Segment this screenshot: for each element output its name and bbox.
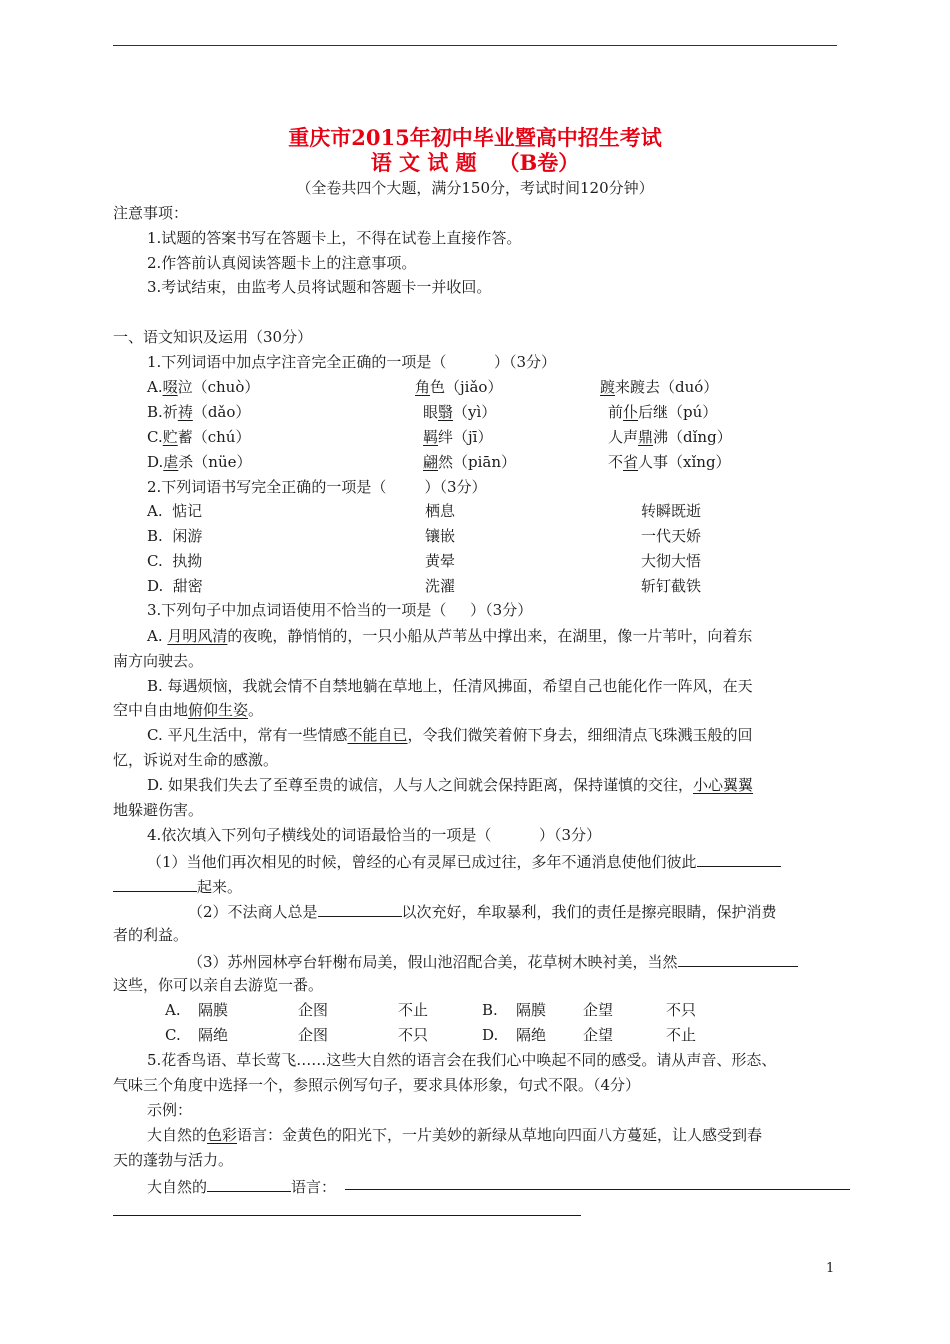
q4-option-label: A. bbox=[165, 1001, 181, 1019]
q4-option-label: C. bbox=[165, 1026, 181, 1044]
q2-option-d-3: 斩钉截铁 bbox=[641, 577, 702, 595]
q1-option-b-2: 眼翳（yì） bbox=[423, 403, 497, 421]
q2-option-b-3: 一代天娇 bbox=[641, 527, 702, 545]
q4-option-word: 隔绝 bbox=[516, 1026, 547, 1044]
question-4-stem: 4.依次填入下列句子横线处的词语最恰当的一项是（ ）（3分） bbox=[147, 826, 602, 844]
q2-option-d-1: D. 甜密 bbox=[147, 577, 203, 595]
q2-option-c-2: 黄晕 bbox=[425, 552, 456, 570]
q1-option-c-2: 羁绊（jī） bbox=[423, 428, 493, 446]
q4-option-word: 不只 bbox=[666, 1001, 697, 1019]
answer-line-prompt: 大自然的 语言： bbox=[147, 1175, 336, 1197]
q4-option-word: 不只 bbox=[398, 1026, 429, 1044]
q2-option-b-1: B. 闲游 bbox=[147, 527, 203, 545]
q1-option-a-2: 角色（jiǎo） bbox=[415, 378, 503, 396]
answer-line[interactable] bbox=[345, 1189, 850, 1190]
q3-option-b-cont: 空中自由地俯仰生姿。 bbox=[113, 701, 264, 719]
q2-option-c-3: 大彻大悟 bbox=[641, 552, 702, 570]
q4-option-word: 企望 bbox=[583, 1001, 614, 1019]
example-sentence-cont: 天的蓬勃与活力。 bbox=[113, 1151, 234, 1169]
q4-option-label: D. bbox=[482, 1026, 499, 1044]
section-heading: 一、语文知识及运用（30分） bbox=[113, 328, 313, 346]
page-number: 1 bbox=[826, 1261, 835, 1276]
q4-option-word: 企望 bbox=[583, 1026, 614, 1044]
q4-option-word: 企图 bbox=[298, 1001, 329, 1019]
q3-option-a-cont: 南方向驶去。 bbox=[113, 652, 204, 670]
question-3-stem: 3.下列句子中加点词语使用不恰当的一项是（ ）（3分） bbox=[147, 601, 533, 619]
notes-item: 1.试题的答案书写在答题卡上，不得在试卷上直接作答。 bbox=[147, 229, 522, 247]
q2-option-b-2: 镶嵌 bbox=[425, 527, 456, 545]
q1-option-b-1: B.祈祷（dǎo） bbox=[147, 403, 251, 421]
question-5-stem: 5.花香鸟语、草长莺飞……这些大自然的语言会在我们心中唤起不同的感受。请从声音、形态、 bbox=[147, 1051, 777, 1069]
q2-option-a-1: A. 惦记 bbox=[147, 502, 203, 520]
question-2-stem: 2.下列词语书写完全正确的一项是（ ）（3分） bbox=[147, 478, 487, 496]
q1-option-d-3: 不省人事（xǐng） bbox=[608, 453, 731, 471]
exam-info: （全卷共四个大题，满分150分，考试时间120分钟） bbox=[296, 179, 654, 197]
q3-option-d-cont: 地躲避伤害。 bbox=[113, 801, 204, 819]
q1-option-c-3: 人声鼎沸（dǐng） bbox=[608, 428, 732, 446]
answer-blank[interactable] bbox=[318, 900, 402, 917]
page-subtitle: 语 文 试 题 （B卷） bbox=[370, 150, 580, 175]
q4-option-word: 不止 bbox=[666, 1026, 697, 1044]
q4-sentence-2-cont: 者的利益。 bbox=[113, 926, 189, 944]
question-5-stem-cont: 气味三个角度中选择一个，参照示例写句子，要求具体形象，句式不限。（4分） bbox=[113, 1076, 641, 1094]
q4-sentence-1: （1）当他们再次相见的时候，曾经的心有灵犀已成过往，多年不通消息使他们彼此 bbox=[147, 850, 781, 872]
answer-blank[interactable] bbox=[207, 1175, 291, 1192]
example-sentence: 大自然的色彩语言：金黄色的阳光下，一片美妙的新绿从草地向四面八方蔓延，让人感受到春 bbox=[147, 1126, 763, 1144]
q4-option-word: 隔膜 bbox=[516, 1001, 547, 1019]
q1-option-a-1: A.啜泣（chuò） bbox=[147, 378, 260, 396]
q4-option-word: 隔膜 bbox=[198, 1001, 229, 1019]
notes-heading: 注意事项： bbox=[113, 204, 189, 222]
q3-option-d: D. 如果我们失去了至尊至贵的诚信，人与人之间就会保持距离，保持谨慎的交往，小心翼翼 bbox=[147, 776, 754, 794]
q4-sentence-2: （2）不法商人总是 以次充好，牟取暴利，我们的责任是擦亮眼睛，保护消费 bbox=[188, 900, 777, 922]
q4-sentence-3: （3）苏州园林亭台轩榭布局美，假山池沼配合美，花草树木映衬美，当然 bbox=[188, 950, 798, 972]
header-rule bbox=[113, 45, 837, 46]
q4-option-label: B. bbox=[482, 1001, 498, 1019]
q2-option-a-3: 转瞬既逝 bbox=[641, 502, 702, 520]
notes-item: 3.考试结束，由监考人员将试题和答题卡一并收回。 bbox=[147, 278, 492, 296]
q1-option-a-3: 踱来踱去（duó） bbox=[600, 378, 719, 396]
answer-line[interactable] bbox=[113, 1215, 581, 1216]
q4-sentence-3-cont: 这些，你可以亲自去游览一番。 bbox=[113, 976, 324, 994]
q3-option-a: A. 月明风清的夜晚，静悄悄的，一只小船从芦苇丛中撑出来，在湖里，像一片苇叶，向着东 bbox=[147, 627, 753, 645]
example-label: 示例： bbox=[147, 1101, 193, 1119]
q2-option-a-2: 栖息 bbox=[425, 502, 456, 520]
q4-sentence-1-cont: 起来。 bbox=[113, 875, 242, 897]
q2-option-c-1: C. 执拗 bbox=[147, 552, 203, 570]
notes-item: 2.作答前认真阅读答题卡上的注意事项。 bbox=[147, 254, 417, 272]
q3-option-c-cont: 忆，诉说对生命的感激。 bbox=[113, 751, 279, 769]
q1-option-c-1: C.贮蓄（chú） bbox=[147, 428, 251, 446]
q1-option-d-1: D.虐杀（nüe） bbox=[147, 453, 252, 471]
q4-option-word: 隔绝 bbox=[198, 1026, 229, 1044]
q4-option-word: 不止 bbox=[398, 1001, 429, 1019]
page-title: 重庆市2015年初中毕业暨高中招生考试 bbox=[288, 125, 662, 150]
answer-blank[interactable] bbox=[113, 875, 197, 892]
q2-option-d-2: 洗濯 bbox=[425, 577, 456, 595]
q4-option-word: 企图 bbox=[298, 1026, 329, 1044]
q1-option-b-3: 前仆后继（pú） bbox=[608, 403, 718, 421]
answer-blank[interactable] bbox=[678, 950, 798, 967]
answer-blank[interactable] bbox=[697, 850, 781, 867]
q3-option-b: B. 每遇烦恼，我就会情不自禁地躺在草地上，任清风拂面，希望自己也能化作一阵风，在天 bbox=[147, 677, 753, 695]
q1-option-d-2: 翩然（piān） bbox=[423, 453, 517, 471]
question-1-stem: 1.下列词语中加点字注音完全正确的一项是（ ）（3分） bbox=[147, 353, 557, 371]
q3-option-c: C. 平凡生活中，常有一些情感不能自已，令我们微笑着俯下身去，细细清点飞珠溅玉般的回 bbox=[147, 726, 753, 744]
